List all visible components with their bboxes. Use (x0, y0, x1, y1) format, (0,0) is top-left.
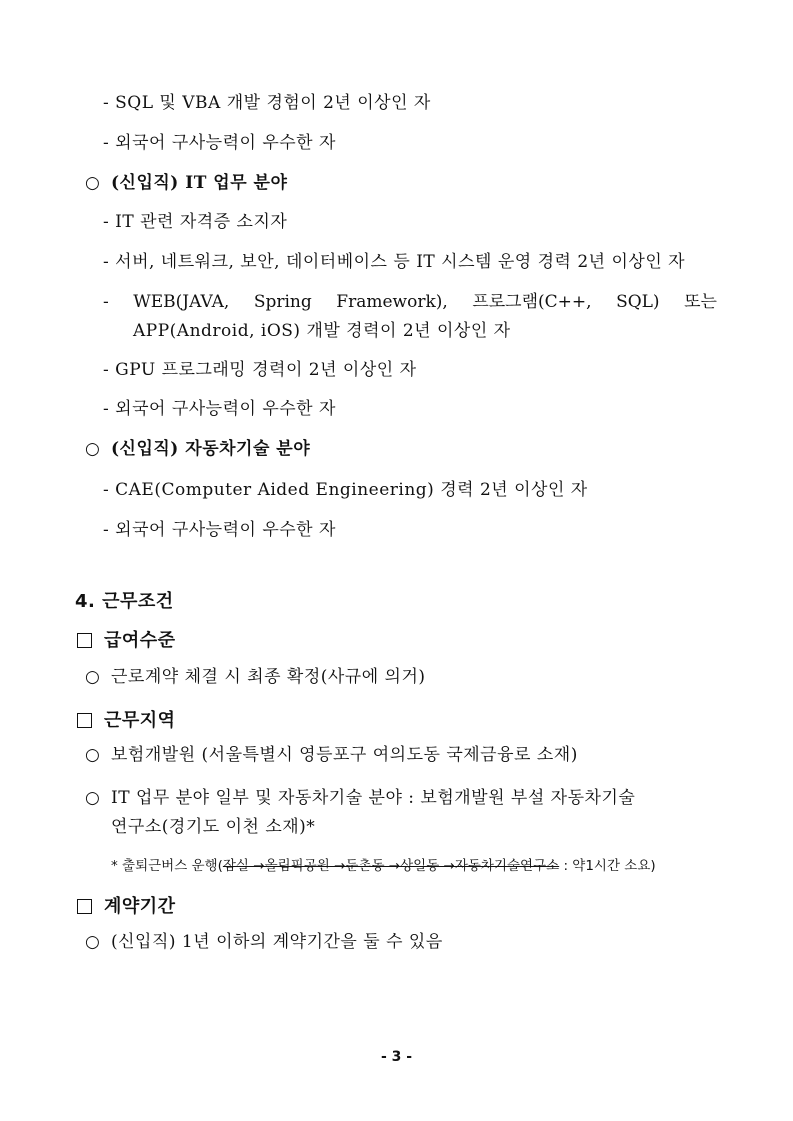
salary-section-title: 급여수준 (77, 629, 176, 653)
square-bullet-icon (77, 633, 92, 648)
circle-bullet-icon: ○ (85, 173, 101, 193)
it-field-heading: ○ (신입직) IT 업무 분야 (85, 173, 288, 193)
it-requirement-language: - 외국어 구사능력이 우수한 자 (103, 399, 336, 419)
shuttle-bus-note: * 출퇴근버스 운행(잠실 →올림픽공원 →둔촌동 →상일동 →자동차기술연구소 : 약1시간 소요) (111, 858, 656, 874)
circle-bullet-icon: ○ (85, 932, 101, 952)
square-bullet-icon (77, 899, 92, 914)
square-bullet-icon (77, 713, 92, 728)
contract-section-title: 계약기간 (77, 895, 176, 919)
contract-item: ○ (신입직) 1년 이하의 계약기간을 둘 수 있음 (85, 932, 443, 952)
location-item-hq: ○ 보험개발원 (서울특별시 영등포구 여의도동 국제금융로 소재) (85, 745, 578, 765)
location-section-title: 근무지역 (77, 709, 176, 733)
circle-bullet-icon: ○ (85, 745, 101, 765)
location-item-lab-line2: 연구소(경기도 이천 소재)* (111, 817, 316, 837)
auto-requirement-cae: - CAE(Computer Aided Engineering) 경력 2년 이상인 자 (103, 480, 588, 500)
circle-bullet-icon: ○ (85, 667, 101, 687)
auto-requirement-language: - 외국어 구사능력이 우수한 자 (103, 520, 336, 540)
circle-bullet-icon: ○ (85, 439, 101, 459)
it-requirement-ops: - 서버, 네트워크, 보안, 데이터베이스 등 IT 시스템 운영 경력 2년 이상인 자 (103, 252, 686, 272)
it-requirement-gpu: - GPU 프로그래밍 경력이 2년 이상인 자 (103, 360, 417, 380)
shuttle-route: 잠실 →올림픽공원 →둔촌동 →상일동 →자동차기술연구소 (222, 858, 560, 874)
it-requirement-cert: - IT 관련 자격증 소지자 (103, 212, 288, 232)
page-number: - 3 - (380, 1049, 413, 1065)
location-item-lab-line1: ○ IT 업무 분야 일부 및 자동차기술 분야 : 보험개발원 부설 자동차기술 (85, 788, 636, 808)
work-conditions-heading: 4. 근무조건 (75, 591, 174, 612)
it-requirement-dev-line2: APP(Android, iOS) 개발 경력이 2년 이상인 자 (133, 321, 511, 341)
requirement-sql-vba: - SQL 및 VBA 개발 경험이 2년 이상인 자 (103, 93, 431, 113)
requirement-language: - 외국어 구사능력이 우수한 자 (103, 133, 336, 153)
circle-bullet-icon: ○ (85, 788, 101, 808)
auto-field-heading: ○ (신입직) 자동차기술 분야 (85, 439, 311, 459)
it-requirement-dev-line1: - WEB(JAVA, Spring Framework), 프로그램(C++, SQL) 또는 (103, 292, 717, 312)
salary-item: ○ 근로계약 체결 시 최종 확정(사규에 의거) (85, 667, 426, 687)
